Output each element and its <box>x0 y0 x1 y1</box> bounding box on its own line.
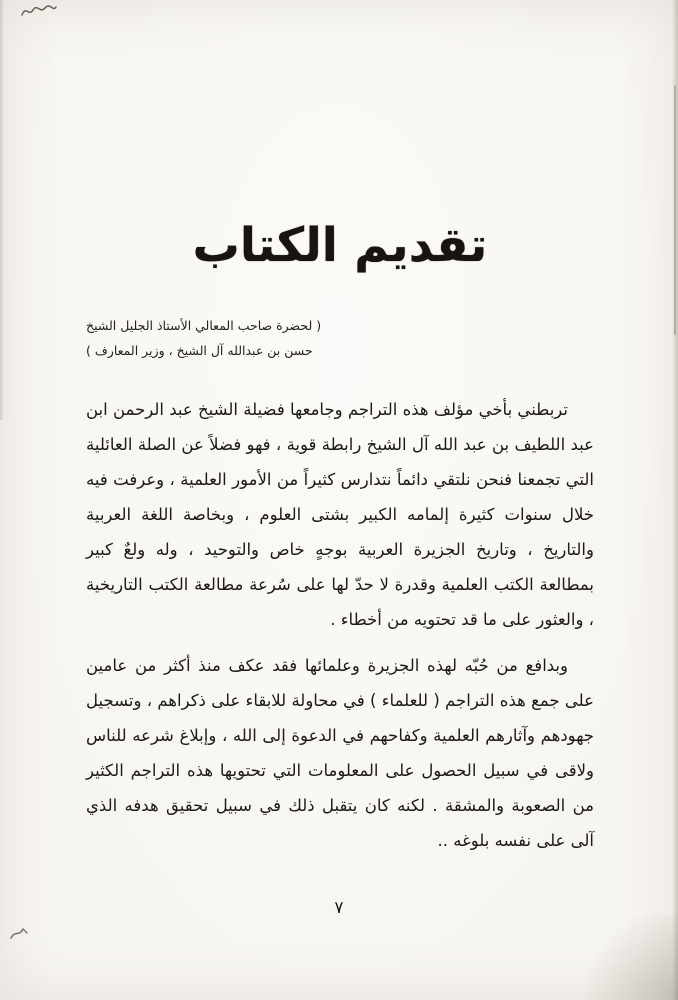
dedication <box>86 313 594 363</box>
scan-squiggle-top-left <box>20 3 58 23</box>
scan-edge-left <box>0 0 4 420</box>
body-paragraph-2: وبدافع من حُبّه لهذه الجزيرة وعلمائها فقد عكف منذ أكثر من عامين على جمع هذه التراجم ( للعلماء ) في محاولة للابقاء على ذكراهم ، وتسجيل جهودهم وآثارهم العلمية وكفاحهم في الدعوة إلى الله ، وإبلاغ شرعه للناس ولاقى في سبيل الحصول على المعلومات التي تحتويها هذه التراجم الكثير من الصعوبة والمشقة . لكنه كان يتقبل ذلك في سبيل تحقيق هدفه الذي آلى على نفسه بلوغه .. <box>86 655 594 850</box>
dedication-line-2: حسن بن عبدالله آل الشيخ ، وزير المعارف ) <box>86 343 313 358</box>
page-number: ٧ <box>334 898 344 918</box>
scan-shadow-bottom-right <box>568 915 678 1000</box>
scan-mark-bottom-left <box>8 924 30 946</box>
page-content <box>86 0 594 859</box>
scan-edge-right-line <box>674 85 676 335</box>
body-paragraph-1: تربطني بأخي مؤلف هذه التراجم وجامعها فضيلة الشيخ عبد الرحمن ابن عبد اللطيف بن عبد الله آل الشيخ رابطة قوية ، فهو فضلاً عن الصلة العائلية التي تجمعنا فنحن نلتقي دائماً نتدارس كثيراً من الأمور العلمية ، وعرفت فيه خلال سنوات كثيرة إلمامه الكبير بشتى العلوم ، وبخاصة اللغة العربية والتاريخ ، وتاريخ الجزيرة العربية بوجهٍ خاص والتوحيد ، وله ولعٌ كبير بمطالعة الكتب العلمية وقدرة لا حدّ لها على سُرعة مطالعة الكتب التاريخية ، والعثور على ما قد تحتويه من أخطاء . <box>86 400 594 629</box>
page-title: تقديم الكتاب <box>192 218 488 273</box>
dedication-line-1: ( لحضرة صاحب المعالي الأستاذ الجليل الشيخ <box>86 318 322 333</box>
